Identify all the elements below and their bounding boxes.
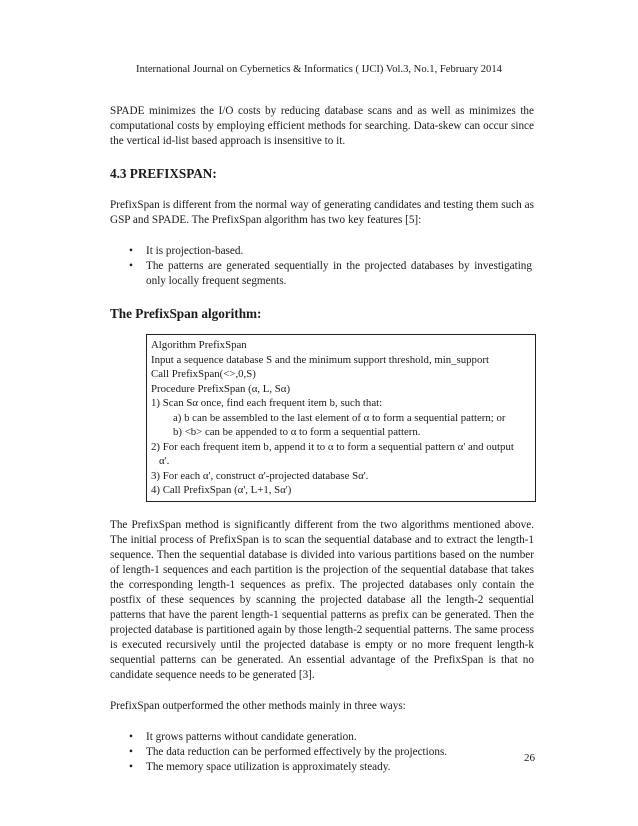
paragraph-method: The PrefixSpan method is significantly different from the two algorithms mentioned above. The initial process of PrefixSpan is to scan the sequential database and to extract the length-1 sequence. Then the sequential database is divided into various partitions based on the number of length-1 sequences and each partition is the projection of the sequential database that takes the corresponding length-1 sequences as prefix. The projected databases only contain the postfix of these sequences by scanning the projected database all the length-2 sequential patterns that have the parent length-1 sequential patterns as prefix can be generated. Then the projected database is partitioned again by those length-2 sequential patterns. The same process is executed recursively until the projected database is empty or no more frequent length-k sequential patterns can be generated. An essential advantage of the PrefixSpan is that no candidate sequence needs to be generated [3].: [110, 518, 534, 681]
algorithm-box: [146, 334, 536, 502]
list-item: [110, 760, 534, 775]
list-item-text: The data reduction can be performed effectively by the projections.: [146, 745, 448, 758]
bullet-icon: •: [129, 730, 133, 743]
list-item: [110, 745, 534, 760]
bullet-icon: •: [129, 760, 133, 773]
algorithm-line: 4) Call PrefixSpan (α', L+1, Sα'): [151, 484, 292, 496]
list-item-text: It grows patterns without candidate generation.: [146, 730, 357, 743]
paragraph-prefixspan-intro: PrefixSpan is different from the normal way of generating candidates and testing them such as GSP and SPADE. The PrefixSpan algorithm has two key features [5]:: [110, 199, 534, 226]
bullet-icon: •: [129, 745, 133, 758]
algorithm-line: a) b can be assembled to the last element of α to form a sequential pattern; or: [173, 411, 506, 424]
algorithm-line: α'.: [159, 455, 170, 467]
algorithm-line: Call PrefixSpan(<>,0,S): [151, 368, 256, 380]
algorithm-line: Input a sequence database S and the minimum support threshold, min_support: [151, 353, 489, 366]
list-item-text: It is projection-based.: [146, 245, 244, 257]
features-list: [110, 244, 534, 289]
list-item: [110, 244, 534, 259]
paragraph-spade: SPADE minimizes the I/O costs by reducing database scans and as well as minimizes the computational costs by employing efficient methods for searching. Data-skew can occur since the vertical id-list based approach is insensitive to it.: [110, 105, 534, 147]
paragraph-outperformed: PrefixSpan outperformed the other methods mainly in three ways:: [110, 699, 406, 712]
algorithm-line: 3) For each α', construct α'-projected database Sα'.: [151, 469, 369, 482]
algorithm-heading: The PrefixSpan algorithm:: [110, 306, 262, 321]
running-header: International Journal on Cybernetics & Informatics ( IJCI) Vol.3, No.1, February 2014: [136, 64, 502, 75]
algorithm-line: Procedure PrefixSpan (α, L, Sα): [151, 382, 291, 395]
list-item: [110, 259, 534, 289]
bullet-icon: •: [129, 245, 133, 257]
list-item-text: The patterns are generated sequentially in the projected databases by investigating only locally frequent segments.: [146, 260, 532, 287]
algorithm-line: 2) For each frequent item b, append it to α to form a sequential pattern α' and output: [151, 440, 514, 453]
page-number: 26: [524, 752, 535, 764]
algorithm-line: 1) Scan Sα once, find each frequent item b, such that:: [151, 397, 383, 409]
section-heading-prefixspan: 4.3 PREFIXSPAN:: [110, 166, 217, 181]
bullet-icon: •: [129, 260, 133, 272]
main-content: [110, 104, 534, 775]
algorithm-line: b) <b> can be appended to α to form a sequential pattern.: [173, 426, 421, 438]
list-item-text: The memory space utilization is approximately steady.: [146, 760, 391, 773]
algorithm-line: Algorithm PrefixSpan: [151, 339, 247, 351]
list-item: [110, 730, 534, 745]
advantages-list: [110, 730, 534, 775]
